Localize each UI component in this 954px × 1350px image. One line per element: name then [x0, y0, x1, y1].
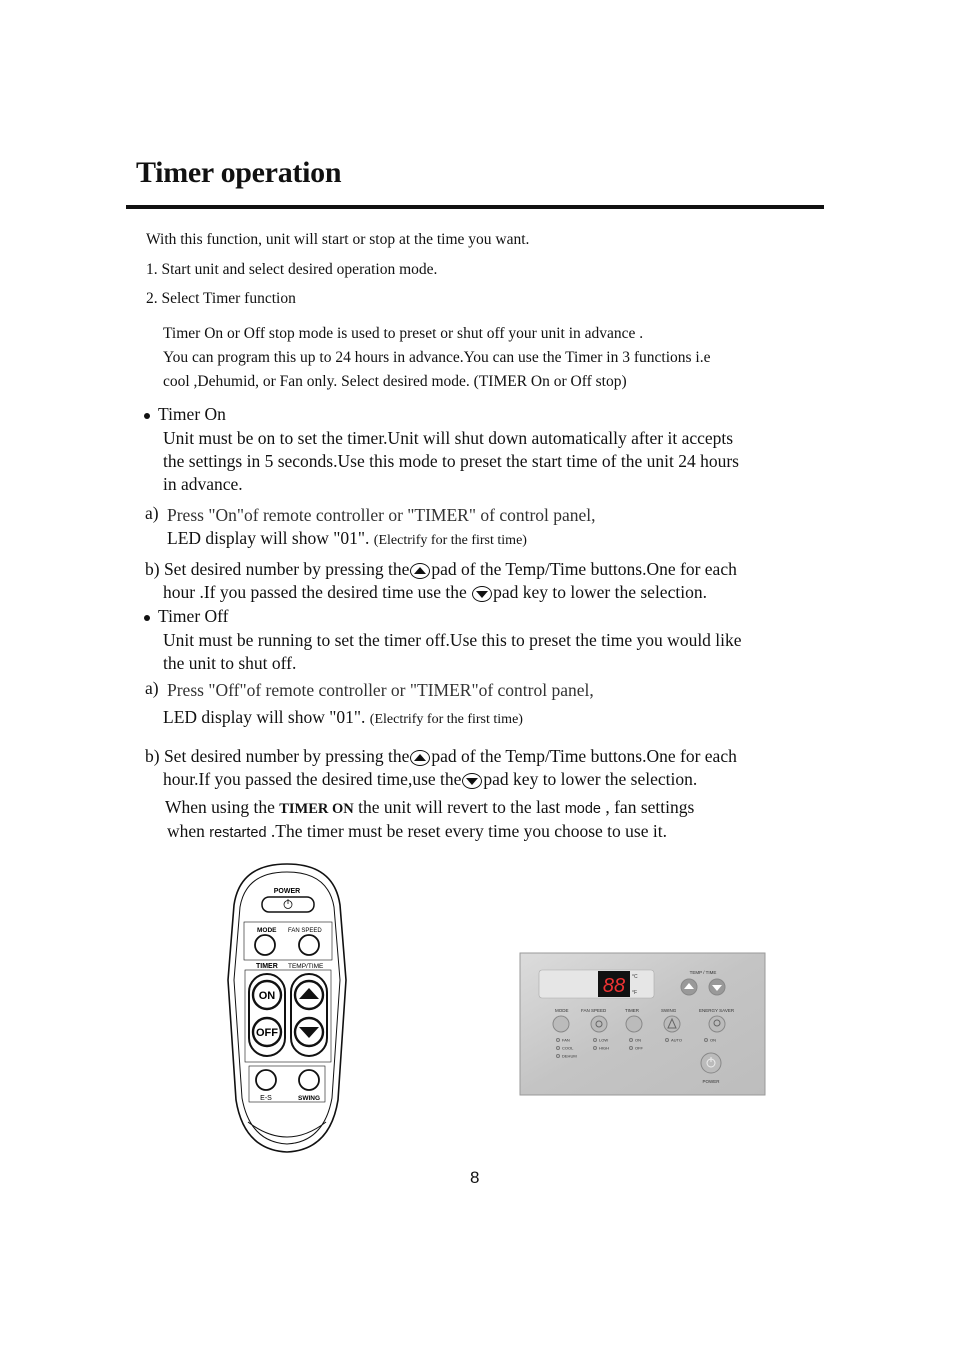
- timer-on-line2: the settings in 5 seconds.Use this mode to preset the start time of the unit 24 hours: [163, 451, 739, 471]
- timer-off-b2: hour.If you passed the desired time,use the pad key to lower the selection.: [163, 769, 698, 789]
- step-2: 2. Select Timer function: [146, 290, 296, 307]
- remote-mode-label: MODE: [257, 927, 277, 934]
- timer-off-a2-note: (Electrify for the first time): [369, 712, 523, 727]
- down-arrow-icon: [472, 586, 492, 602]
- timer-off-line1: Unit must be running to set the timer off.Use this to preset the time you would like: [163, 630, 742, 650]
- panel-power-label: POWER: [702, 1079, 720, 1084]
- panel-energy-saver-label: ENERGY SAVER: [699, 1008, 735, 1013]
- panel-swing-label: SWING: [661, 1008, 677, 1013]
- panel-mode-button[interactable]: [553, 1016, 569, 1032]
- panel-fan-speed-label: FAN SPEED: [581, 1008, 607, 1013]
- timer-off-a2: LED display will show "01". (Electrify for the first time): [163, 707, 523, 727]
- panel-timer-on-opt: ON: [635, 1037, 641, 1043]
- remote-controller: [220, 860, 355, 1156]
- unit-f-label: °F: [632, 990, 638, 996]
- up-arrow-icon: [410, 563, 430, 579]
- title-rule: [126, 205, 824, 209]
- remote-power-label: POWER: [273, 888, 301, 895]
- para1-line2: You can program this up to 24 hours in advance.You can use the Timer in 3 functions i.e: [163, 349, 711, 366]
- panel-cool-opt: COOL: [562, 1045, 574, 1051]
- panel-timer-button[interactable]: [626, 1016, 642, 1032]
- panel-es-on-opt: ON: [710, 1037, 716, 1043]
- bullet-icon: [144, 413, 150, 419]
- timer-on-line3: in advance.: [163, 474, 243, 494]
- panel-energy-saver-button[interactable]: [709, 1016, 725, 1032]
- timer-on-b2: hour .If you passed the desired time use the pad key to lower the selection.: [163, 582, 707, 602]
- timer-on-heading: Timer On: [144, 404, 226, 425]
- timer-on-b1: b) Set desired number by pressing the pad of the Temp/Time buttons.One for each: [145, 559, 737, 579]
- step-1: 1. Start unit and select desired operation mode.: [146, 261, 438, 278]
- para1-line3: cool ,Dehumid, or Fan only. Select desired mode. (TIMER On or Off stop): [163, 373, 627, 390]
- panel-mode-label: MODE: [555, 1008, 569, 1013]
- panel-low-opt: LOW: [599, 1037, 609, 1043]
- timer-on-a1: Press "On"of remote controller or "TIMER" of control panel,: [167, 505, 596, 525]
- remote-swing-label: SWING: [297, 1095, 321, 1102]
- panel-power-button[interactable]: [701, 1053, 721, 1073]
- intro-text: With this function, unit will start or stop at the time you want.: [146, 231, 530, 248]
- panel-fan-speed-button[interactable]: [591, 1016, 607, 1032]
- bullet-icon: [144, 615, 150, 621]
- control-panel: [519, 952, 767, 1096]
- led-digits: 88: [602, 975, 626, 997]
- panel-high-opt: HIGH: [599, 1045, 609, 1051]
- timer-on-a2-note: (Electrify for the first time): [373, 533, 527, 548]
- up-arrow-icon: [410, 750, 430, 766]
- panel-timer-off-opt: OFF: [635, 1045, 643, 1051]
- timer-on-a-label: a): [145, 503, 159, 523]
- page-title: Timer operation: [136, 156, 342, 189]
- panel-auto-opt: AUTO: [671, 1037, 683, 1043]
- remote-off-label: OFF: [256, 1027, 278, 1039]
- page-number: 8: [470, 1168, 480, 1187]
- remote-temp-time-label: TEMP/TIME: [288, 963, 324, 970]
- remote-on-label: ON: [258, 990, 276, 1002]
- down-arrow-icon: [462, 773, 482, 789]
- remote-fan-speed-label: FAN SPEED: [288, 928, 322, 934]
- panel-timer-label: TIMER: [625, 1008, 639, 1013]
- para1-line1: Timer On or Off stop mode is used to preset or shut off your unit in advance .: [163, 325, 644, 342]
- timer-on-line1: Unit must be on to set the timer.Unit will shut down automatically after it accepts: [163, 428, 734, 448]
- timer-on-a2: LED display will show "01". (Electrify for the first time): [167, 528, 527, 548]
- timer-off-a-label: a): [145, 678, 159, 698]
- remote-timer-label: TIMER: [256, 963, 278, 970]
- timer-off-heading: Timer Off: [144, 606, 229, 627]
- note-line1: When using the TIMER ON the unit will revert to the last mode , fan settings: [165, 797, 695, 817]
- panel-fan-opt: FAN: [562, 1037, 570, 1043]
- note-line2: when restarted .The timer must be reset every time you choose to use it.: [167, 821, 667, 841]
- timer-off-a1: Press "Off"of remote controller or "TIMER"of control panel,: [167, 680, 594, 700]
- unit-c-label: °C: [632, 974, 638, 980]
- timer-off-b1: b) Set desired number by pressing the pad of the Temp/Time buttons.One for each: [145, 746, 737, 766]
- panel-dehum-opt: DEHUM: [562, 1053, 577, 1059]
- panel-temp-time-label: TEMP / TIME: [689, 970, 717, 975]
- timer-off-line2: the unit to shut off.: [163, 653, 297, 673]
- remote-es-label: E-S: [260, 1095, 272, 1102]
